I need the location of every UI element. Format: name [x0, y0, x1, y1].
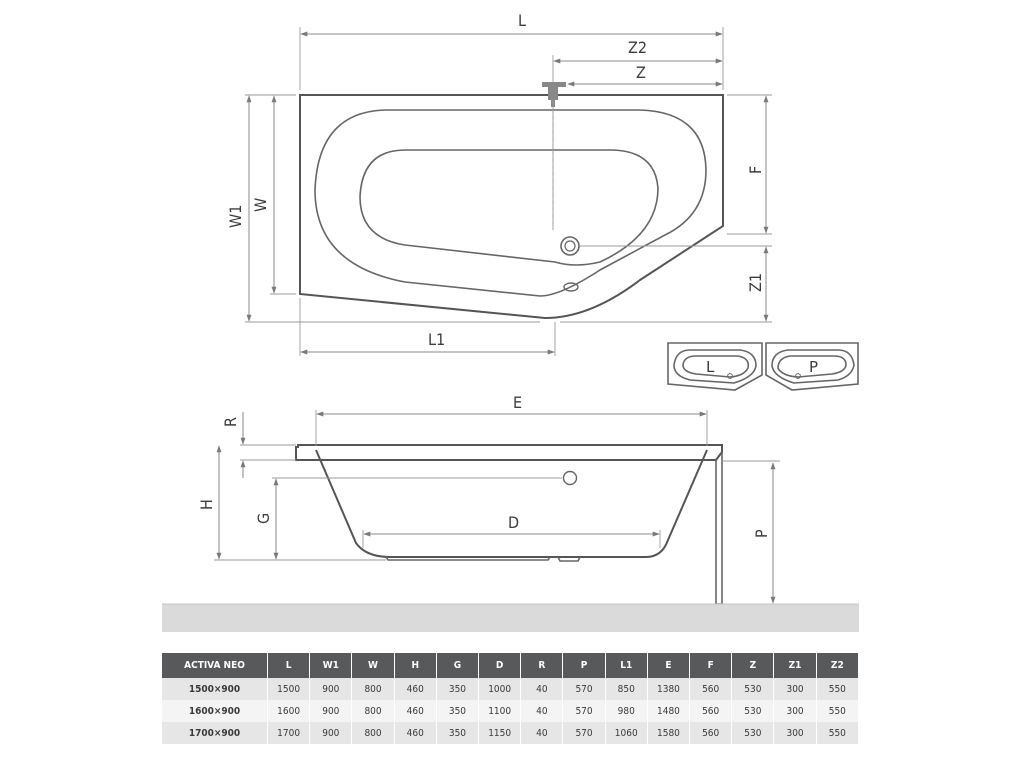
label-right-variant: P — [809, 358, 819, 376]
label-E: E — [513, 393, 523, 412]
drain-outer — [561, 237, 579, 255]
label-L1: L1 — [428, 330, 446, 349]
side-overflow — [564, 472, 577, 485]
table-cell: 460 — [394, 700, 436, 722]
table-header: W1 — [310, 653, 352, 678]
table-cell: 1600 — [268, 700, 310, 722]
bathtub-side-shell — [316, 450, 707, 557]
table-cell: 550 — [816, 700, 858, 722]
table-cell: 40 — [521, 678, 563, 700]
table-cell: 550 — [816, 722, 858, 744]
table-cell: 1480 — [647, 700, 689, 722]
label-Z2: Z2 — [628, 38, 648, 57]
table-cell: 570 — [563, 700, 605, 722]
table-header: Z1 — [774, 653, 816, 678]
label-left-variant: L — [706, 358, 715, 376]
table-header: R — [521, 653, 563, 678]
table-cell: 570 — [563, 678, 605, 700]
table-row — [162, 700, 859, 722]
table-header: H — [394, 653, 436, 678]
table-cell: 460 — [394, 678, 436, 700]
label-W: W — [251, 197, 270, 212]
floor — [162, 604, 859, 632]
bathtub-rim — [315, 110, 706, 296]
label-W1: W1 — [226, 204, 245, 228]
table-cell: 350 — [436, 678, 478, 700]
table-cell: 1000 — [479, 678, 521, 700]
table-cell-model: 1600×900 — [162, 700, 268, 722]
table-cell: 800 — [352, 722, 394, 744]
table-cell: 550 — [816, 678, 858, 700]
label-G: G — [254, 512, 273, 524]
table-cell: 560 — [690, 722, 732, 744]
table-cell: 900 — [310, 722, 352, 744]
top-view — [226, 11, 772, 356]
table-cell: 300 — [774, 678, 816, 700]
table-cell: 570 — [563, 722, 605, 744]
table-header: G — [436, 653, 478, 678]
table-header: F — [690, 653, 732, 678]
table-cell: 1380 — [647, 678, 689, 700]
table-cell: 900 — [310, 678, 352, 700]
table-cell: 1500 — [268, 678, 310, 700]
label-R: R — [221, 417, 240, 427]
table-header: E — [647, 653, 689, 678]
table-row — [162, 722, 859, 744]
variant-right-thumbnail — [766, 343, 858, 390]
label-Z: Z — [636, 63, 646, 82]
table-header: P — [563, 653, 605, 678]
table-cell: 300 — [774, 700, 816, 722]
table-cell-model: 1700×900 — [162, 722, 268, 744]
table-cell: 40 — [521, 722, 563, 744]
table-header: D — [479, 653, 521, 678]
table-cell: 1060 — [605, 722, 647, 744]
table-header: Z2 — [816, 653, 858, 678]
label-D: D — [508, 513, 520, 532]
table-cell: 560 — [690, 678, 732, 700]
table-cell: 300 — [774, 722, 816, 744]
table-cell: 980 — [605, 700, 647, 722]
table-cell: 1150 — [479, 722, 521, 744]
label-Z1: Z1 — [746, 272, 765, 292]
label-P: P — [752, 529, 771, 538]
table-cell: 1580 — [647, 722, 689, 744]
table-header: Z — [732, 653, 774, 678]
bathtub-side-rim — [296, 445, 722, 460]
bathtub-basin — [360, 150, 658, 265]
table-cell: 1100 — [479, 700, 521, 722]
label-F: F — [746, 165, 765, 174]
table-cell: 530 — [732, 700, 774, 722]
label-L: L — [518, 11, 527, 30]
table-cell: 900 — [310, 700, 352, 722]
table-cell: 530 — [732, 678, 774, 700]
table-cell: 530 — [732, 722, 774, 744]
table-header: L — [268, 653, 310, 678]
table-header: L1 — [605, 653, 647, 678]
table-row — [162, 678, 859, 700]
label-H: H — [197, 499, 216, 510]
table-cell: 350 — [436, 722, 478, 744]
table-cell: 350 — [436, 700, 478, 722]
table-cell: 1700 — [268, 722, 310, 744]
dimensions-table — [162, 653, 859, 744]
table-cell: 460 — [394, 722, 436, 744]
table-cell-model: 1500×900 — [162, 678, 268, 700]
table-cell: 850 — [605, 678, 647, 700]
table-header-model: ACTIVA NEO — [162, 653, 268, 678]
table-header-row — [162, 653, 859, 678]
table-header: W — [352, 653, 394, 678]
variant-left-thumbnail — [668, 343, 762, 390]
table-cell: 800 — [352, 678, 394, 700]
table-cell: 560 — [690, 700, 732, 722]
bathtub-outline — [300, 95, 723, 318]
table-cell: 40 — [521, 700, 563, 722]
side-view — [197, 393, 780, 604]
drain-inner — [565, 241, 575, 251]
table-cell: 800 — [352, 700, 394, 722]
